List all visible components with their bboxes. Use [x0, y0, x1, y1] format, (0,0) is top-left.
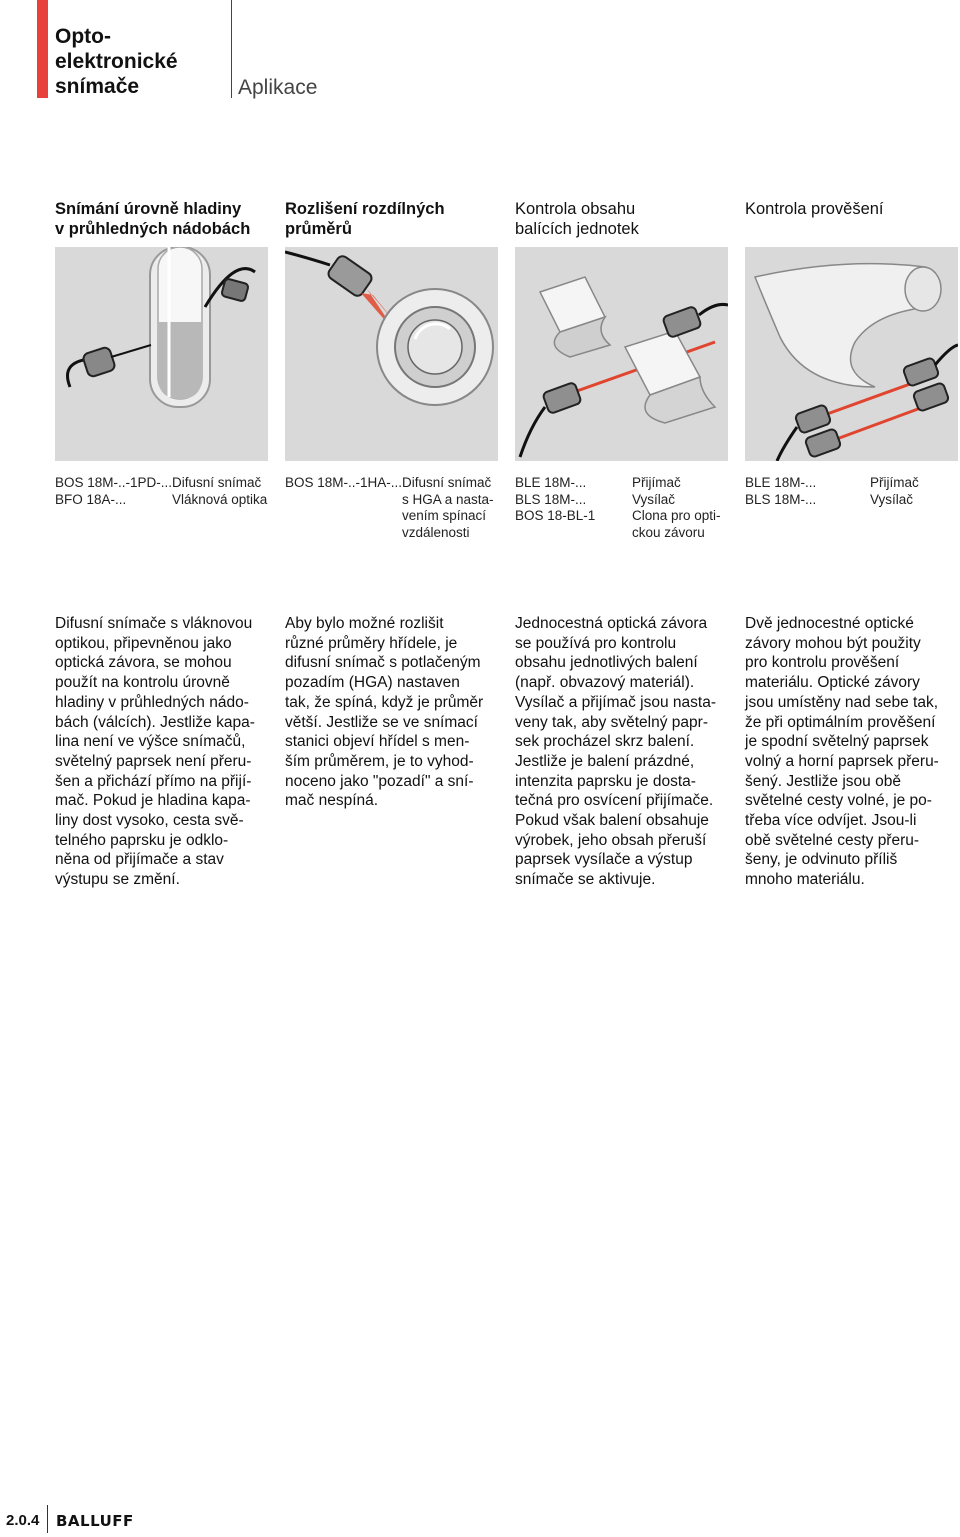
- illustration-packages: [515, 247, 728, 461]
- sag-illustration: [745, 247, 958, 461]
- column-4-text: Dvě jednocestné optické závory mohou být použity pro kontrolu prověšení materiálu. Optické závory jsou umístěny nad sebe tak, že při optimálním prověšení je spodní světelný paprsek volný a horní paprsek přeru- šený. Jestliže jsou obě světelné cesty volné, je po- třeba více odvíjet. Jsou-li obě světelné cesty přeru- šeny, je odvinuto příliš mnoho materiálu.: [745, 615, 939, 889]
- column-2-text: Aby bylo možné rozlišit různé průměry hřídele, je difusní snímač s potlačeným pozadím (HGA) nastaven tak, že spíná, když je průměr větší. Jestliže se ve snímací stanici objeví hřídel s men- ším průměrem, je to vyhod- noceno jako "pozadí" a sní- mač nespíná.: [285, 615, 484, 810]
- column-2-types: Difusní snímač s HGA a nasta- vením spínací vzdálenosti: [402, 475, 494, 540]
- test-tube-illustration: [55, 247, 268, 461]
- column-4-models: BLE 18M-... BLS 18M-...: [745, 475, 817, 507]
- column-3-types: Přijímač Vysílač Clona pro opti- ckou závoru: [632, 475, 721, 540]
- column-3-heading-block: [515, 199, 729, 239]
- column-1-types: Difusní snímač Vláknová optika: [172, 475, 268, 507]
- shaft-illustration: [285, 247, 498, 461]
- column-4-types: Přijímač Vysílač: [870, 475, 919, 507]
- page-number: 2.0.4: [6, 1512, 40, 1529]
- section-subtitle: Aplikace: [238, 76, 318, 99]
- brand-logo: BALLUFF: [56, 1512, 134, 1530]
- column-1-heading: Snímání úrovně hladiny v průhledných nádobách: [55, 200, 251, 238]
- illustration-level-detection: [55, 247, 268, 461]
- column-3-text: Jednocestná optická závora se používá pro kontrolu obsahu jednotlivých balení (např. obvazový materiál). Vysílač a přijímač jsou nasta- veny tak, aby světelný papr- sek procházel skrz balení. Jestliže je balení prázdné, intenzita paprsku je dosta- tečná pro osvícení přijímače. Pokud však balení obsahuje výrobek, jeho obsah přeruší paprsek vysílače a výstup snímače se aktivuje.: [515, 615, 717, 889]
- column-3-models: BLE 18M-... BLS 18M-... BOS 18-BL-1: [515, 475, 596, 523]
- packages-illustration: [515, 247, 728, 461]
- accent-bar: [37, 0, 48, 98]
- column-3-heading: Kontrola obsahu balících jednotek: [515, 200, 639, 238]
- footer-divider: [47, 1505, 48, 1533]
- header-divider: [231, 0, 232, 98]
- column-1-heading-block: [55, 199, 269, 239]
- column-2-heading: Rozlišení rozdílných průměrů: [285, 200, 445, 238]
- column-4-heading-block: [745, 199, 959, 219]
- illustration-diameter: [285, 247, 498, 461]
- column-4-heading: Kontrola prověšení: [745, 200, 884, 218]
- column-2-models: BOS 18M-..-1HA-...: [285, 475, 403, 490]
- column-1-models: BOS 18M-..-1PD-... BFO 18A-...: [55, 475, 173, 507]
- column-2-heading-block: [285, 199, 499, 239]
- section-title: Opto- elektronické snímače: [55, 25, 178, 98]
- illustration-sag: [745, 247, 958, 461]
- column-1-text: Difusní snímače s vláknovou optikou, připevněnou jako optická závora, se mohou použít na kontrolu úrovně hladiny v průhledných nádo- bách (válcích). Jestliže kapa- lina není ve výšce snímačů, světelný paprsek není přeru- šen a přichází přímo na přijí- mač. Pokud je hladina kapa- liny dost vysoko, cesta svě- telného paprsku je odklo- něna od přijímače a stav výstupu se změní.: [55, 615, 255, 889]
